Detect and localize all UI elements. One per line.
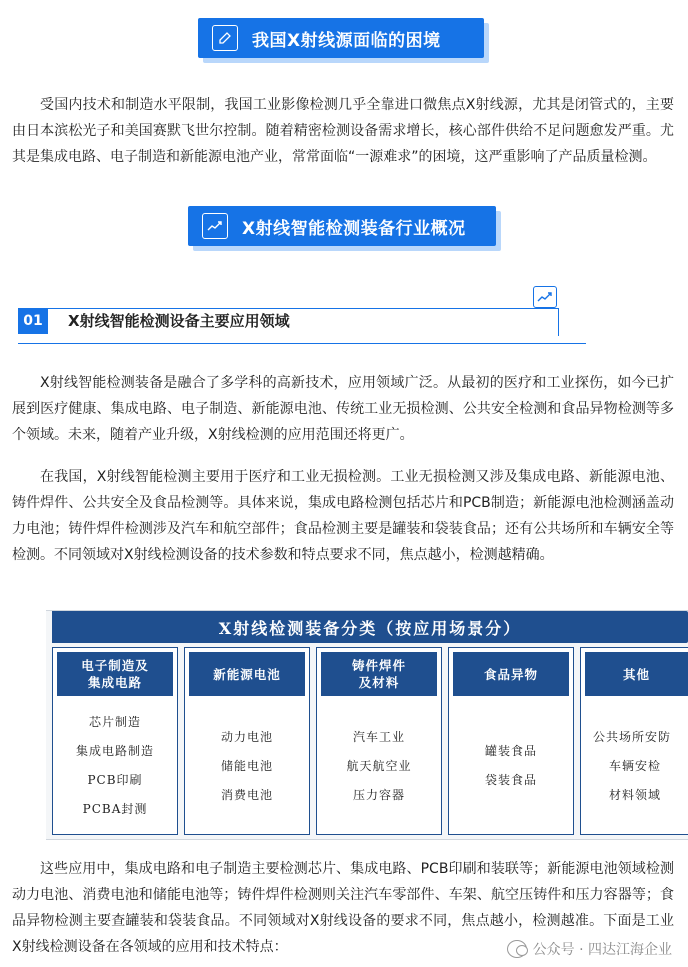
column-head-line: 其他 (622, 666, 650, 682)
column-head-line: 食品异物 (483, 666, 538, 682)
column-item: 集成电路制造 (75, 744, 154, 758)
divider (558, 308, 559, 336)
classification-diagram (46, 610, 688, 840)
trend-chart-icon (533, 286, 557, 308)
section-banner-xray-source (198, 18, 484, 58)
column-item: 压力容器 (352, 787, 405, 802)
watermark (507, 939, 672, 959)
diagram-column (52, 647, 178, 835)
column-item: 动力电池 (220, 729, 273, 744)
diagram-column (580, 647, 688, 835)
watermark-text: 公众号 · 四达江海企业 (532, 942, 672, 958)
column-item: 汽车工业 (352, 729, 405, 744)
column-head (189, 652, 305, 696)
column-head-line: 电子制造及 (81, 658, 149, 673)
diagram-column (316, 647, 442, 835)
column-item: 消费电池 (220, 787, 273, 802)
body-paragraph: 在我国，X射线智能检测主要用于医疗和工业无损检测。工业无损检测又涉及集成电路、新能源电池、铸件焊件、公共安全及食品检测等。具体来说，集成电路检测包括芯片和PCB制造；新能源电池检测涵盖动力电池；铸件焊件检测涉及汽车和航空部件；食品检测主要是罐装和袋装食品；还有公共场所和车辆安全等检测。不同领域对X射线检测设备的技术参数和特点要求不同，焦点越小，检测越精确。 (12, 469, 674, 563)
column-item: 罐装食品 (484, 744, 537, 758)
column-head-line: 新能源电池 (213, 666, 281, 682)
column-head-line: 铸件焊件 (351, 658, 406, 673)
column-head (585, 652, 688, 696)
column-item: 芯片制造 (88, 715, 141, 729)
column-item: 储能电池 (220, 758, 273, 773)
subsection-header (18, 300, 586, 344)
subsection-number: 01 (18, 308, 48, 334)
column-item: 材料领域 (609, 787, 662, 802)
column-head-line: 及材料 (358, 675, 400, 690)
column-item: PCBA封测 (82, 802, 148, 816)
closing-paragraph: 这些应用中，集成电路和电子制造主要检测芯片、集成电路、PCB印刷和装联等；新能源电池领域检测动力电池、消费电池和储能电池等；铸件焊件检测则关注汽车零部件、车架、航空压铸件和压力容器等；食品异物检测主要查罐装和袋装食品。不同领域对X射线设备的要求不同，焦点越小，检测越准。下面是工业X射线检测设备在各领域的应用和技术特点： (12, 861, 674, 955)
column-head-line: 集成电路 (87, 675, 142, 690)
trend-chart-icon (202, 213, 228, 239)
section-title: 我国X射线源面临的困境 (252, 30, 441, 51)
section-banner-industry-overview (188, 206, 496, 246)
subsection-title: X射线智能检测设备主要应用领域 (68, 312, 290, 330)
column-item: 公共场所安防 (593, 729, 672, 744)
divider (18, 343, 586, 344)
column-item: 袋装食品 (484, 773, 537, 787)
section-title: X射线智能检测装备行业概况 (242, 218, 466, 239)
column-head (453, 652, 569, 696)
diagram-column (448, 647, 574, 835)
diagram-title: X射线检测装备分类（按应用场景分） (52, 611, 688, 643)
body-paragraph: X射线智能检测装备是融合了多学科的高新技术，应用领域广泛。从最初的医疗和工业探伤，如今已扩展到医疗健康、集成电路、电子制造、新能源电池、传统工业无损检测、公共安全检测和食品异物检测等多个领域。未来，随着产业升级，X射线检测的应用范围还将更广。 (12, 375, 674, 443)
column-item: PCB印刷 (87, 773, 143, 787)
wechat-icon (507, 940, 527, 958)
column-head (57, 652, 173, 696)
column-item: 车辆安检 (609, 758, 662, 773)
edit-icon (212, 25, 238, 51)
column-item: 航天航空业 (346, 758, 412, 773)
section1-paragraph: 受国内技术和制造水平限制，我国工业影像检测几乎全靠进口微焦点X射线源，尤其是闭管式的，主要由日本滨松光子和美国赛默飞世尔控制。随着精密检测设备需求增长，核心部件供给不足问题愈发严重。尤其是集成电路、电子制造和新能源电池产业，常常面临“一源难求”的困境，这严重影响了产品质量检测。 (12, 97, 674, 165)
diagram-column (184, 647, 310, 835)
column-head (321, 652, 437, 696)
